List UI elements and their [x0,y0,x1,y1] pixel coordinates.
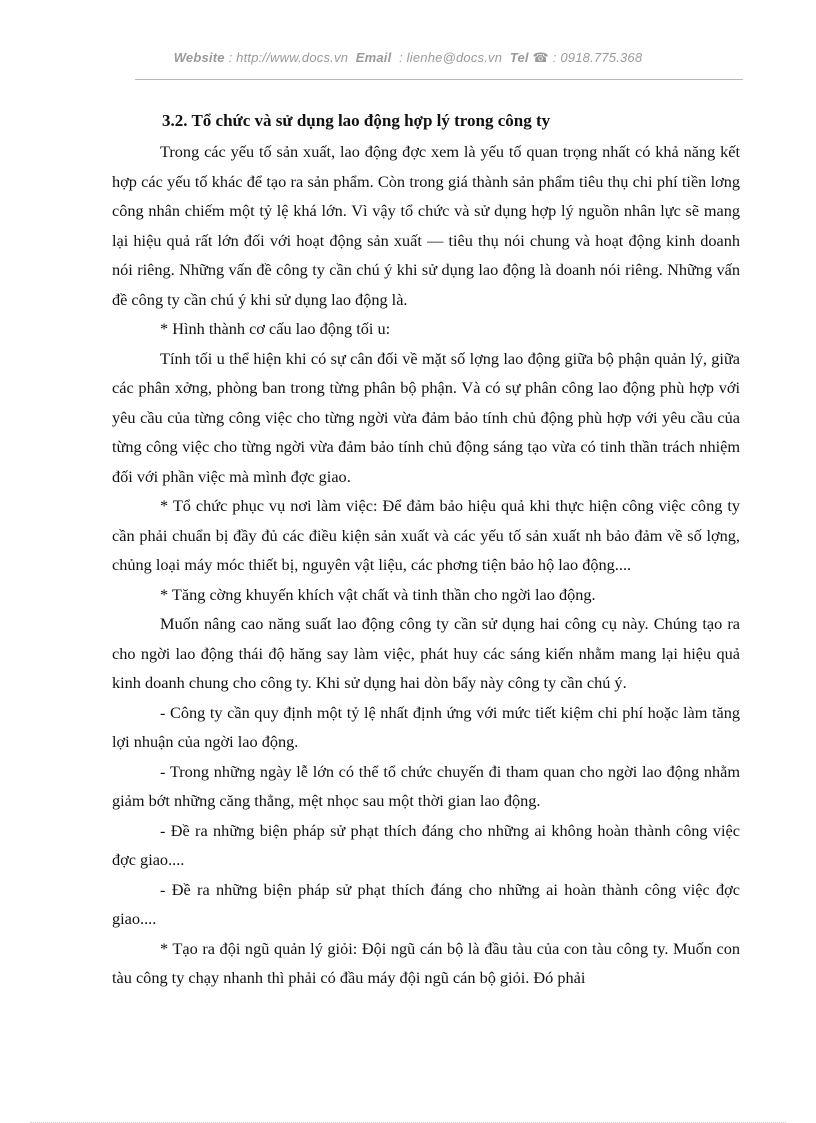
paragraph: * Tổ chức phục vụ nơi làm việc: Để đảm bảo hiệu quả khi thực hiện công việc công ty cần phải chuẩn bị đầy đủ các điều kiện sản xuất và các yếu tố sản xuất nh bảo đảm về số lợng, chủng loại máy móc thiết bị, nguyên vật liệu, các phơng tiện bảo hộ lao động.... [112,496,740,574]
website-value: : http://www.docs.vn [228,50,349,65]
paragraph: Muốn nâng cao năng suất lao động công ty cần sử dụng hai công cụ này. Chúng tạo ra cho ngời lao động thái độ hăng say làm việc, phát huy các sáng kiến nhằm mang lại hiệu quả kinh doanh chung cho công ty. Khi sử dụng hai dòn bẩy này công ty cần chú ý. [112,614,740,692]
paragraph: Tính tối u thể hiện khi có sự cân đối về mặt số lợng lao động giữa bộ phận quản lý, giữa các phân xởng, phòng ban trong từng phân bộ phận. Và có sự phân công lao động phù hợp với yêu cầu của từng công việc cho từng ngời vừa đảm bảo tính chủ động phù hợp với yêu cầu của từng công việc cho từng ngời vừa đảm bảo tính chủ động sáng tạo vừa có tinh thần trách nhiệm đối với phần việc mà mình đợc giao. [112,348,740,486]
paragraph: - Công ty cần quy định một tỷ lệ nhất định ứng với mức tiết kiệm chi phí hoặc làm tăng lợi nhuận của ngời lao động. [112,702,740,751]
tel-value: : 0918.775.368 [552,50,643,65]
paragraph: - Đề ra những biện pháp sử phạt thích đáng cho những ai không hoàn thành công việc đợc giao.... [112,820,740,869]
email-value: : lienhe@docs.vn [399,50,503,65]
paragraph: - Trong những ngày lễ lớn có thể tổ chức chuyến đi tham quan cho ngời lao động nhằm giảm bớt những căng thẳng, mệt nhọc sau một thời gian lao động. [112,761,740,810]
paragraph: * Tăng cờng khuyến khích vật chất và tinh thần cho ngời lao động. [160,584,596,604]
paragraph: * Hình thành cơ cấu lao động tối u: [160,319,391,338]
email-label: Email [355,50,392,65]
paragraph: - Đề ra những biện pháp sử phạt thích đáng cho những ai hoàn thành công việc đợc giao.... [112,879,740,928]
section-title: 3.2. Tổ chức và sử dụng lao động hợp lý trong công ty [162,111,551,130]
paragraph: Trong các yếu tố sản xuất, lao động đợc xem là yếu tố quan trọng nhất có khả năng kết hợp các yếu tố khác để tạo ra sản phẩm. Còn trong giá thành sản phẩm tiêu thụ chi phí tiền lơng công nhân chiếm một tỷ lệ khá lớn. Vì vậy tổ chức và sử dụng hợp lý nguồn nhân lực sẽ mang lại hiệu quả rất lớn đối với hoạt động sản xuất — tiêu thụ nói chung và hoạt động kinh doanh nói riêng. Những vấn đề công ty cần chú ý khi sử dụng lao động là doanh nói riêng. Những vấn đề công ty cần chú ý khi sử dụng lao động là. [112,142,740,309]
page-header [0,50,816,66]
document-body [112,100,740,993]
tel-label: Tel ☎ [509,50,549,65]
website-label: Website [173,50,225,65]
header-divider [135,79,743,80]
paragraph: * Tạo ra đội ngũ quản lý giỏi: Đội ngũ cán bộ là đầu tàu của con tàu công ty. Muốn con tàu công ty chạy nhanh thì phải có đầu máy đội ngũ cán bộ giỏi. Đó phải [112,938,740,987]
